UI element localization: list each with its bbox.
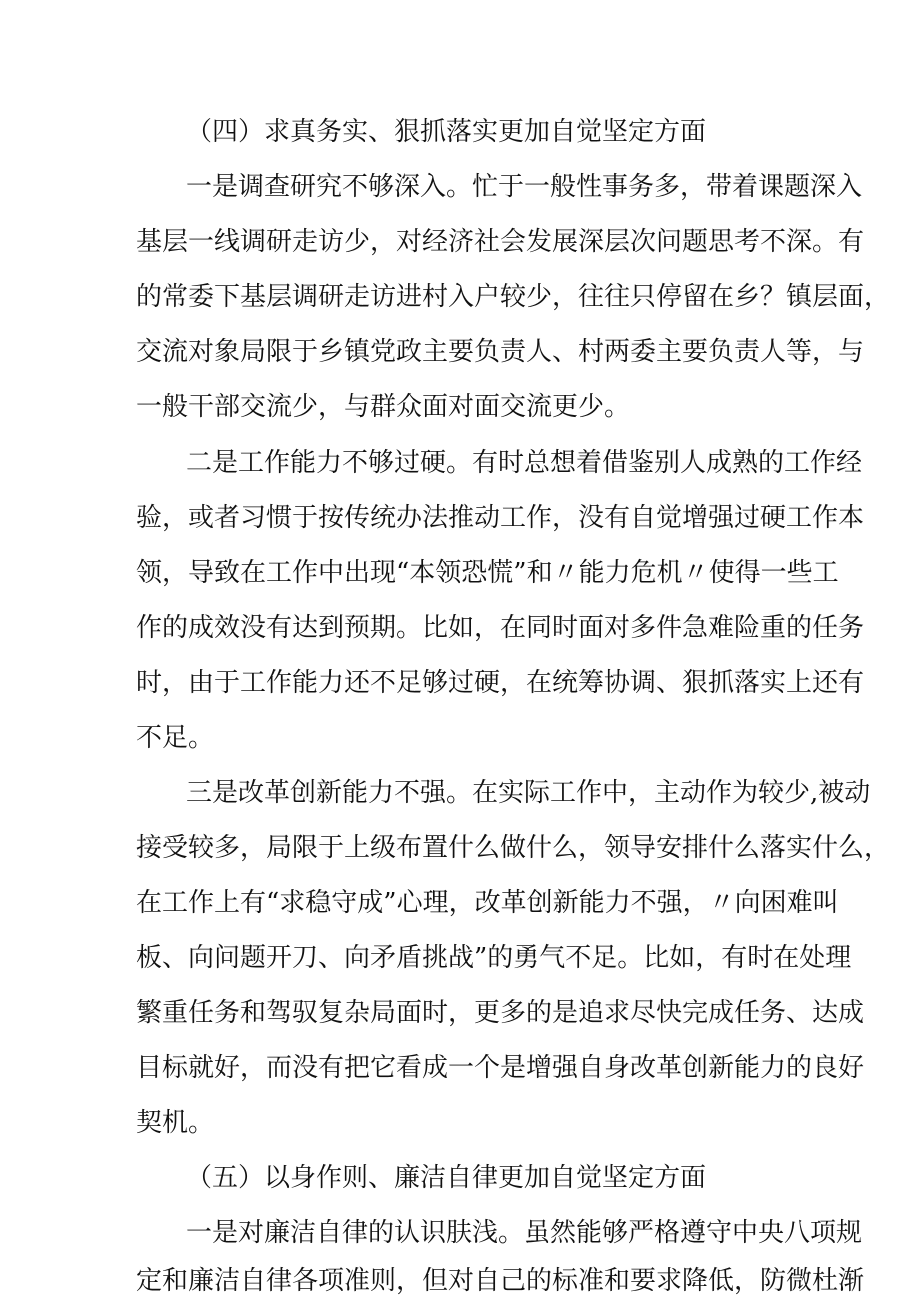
paragraph-3-line-2: 接受较多，局限于上级布置什么做什么，领导安排什么落实什么， xyxy=(136,833,891,863)
paragraph-1-line-1: 一是调查研究不够深入。忙于一般性事务多，带着课题深入 xyxy=(186,172,863,202)
paragraph-2-line-1: 二是工作能力不够过硬。有时总想着借鉴别人成熟的工作经 xyxy=(186,448,863,478)
paragraph-3-line-6: 目标就好，而没有把它看成一个是增强自身改革创新能力的良好 xyxy=(136,1053,865,1083)
paragraph-3-line-4: 板、向问题开刀、向矛盾挑战”的勇气不足。比如，有时在处理 xyxy=(136,943,852,973)
paragraph-2-line-2: 验，或者习惯于按传统办法推动工作，没有自觉增强过硬工作本 xyxy=(136,503,865,533)
paragraph-2-line-4: 作的成效没有达到预期。比如，在同时面对多件急难险重的任务 xyxy=(136,613,865,643)
paragraph-1-line-2: 基层一线调研走访少，对经济社会发展深层次问题思考不深。有 xyxy=(136,227,865,257)
paragraph-3-line-5: 繁重任务和驾驭复杂局面时，更多的是追求尽快完成任务、达成 xyxy=(136,998,865,1028)
paragraph-4-line-2: 定和廉洁自律各项准则，但对自己的标准和要求降低，防微杜渐 xyxy=(136,1266,865,1296)
paragraph-2-line-6: 不足。 xyxy=(136,723,215,753)
paragraph-3-line-7: 契机。 xyxy=(136,1108,215,1138)
paragraph-1-line-5: 一般干部交流少，与群众面对面交流更少。 xyxy=(136,392,631,422)
paragraph-4-line-1: 一是对廉洁自律的认识肤浅。虽然能够严格遵守中央八项规 xyxy=(186,1218,863,1248)
paragraph-2-line-3: 领，导致在工作中出现“本领恐慌”和〃能力危机〃使得一些工 xyxy=(136,558,839,588)
paragraph-1-line-4: 交流对象局限于乡镇党政主要负责人、村两委主要负责人等，与 xyxy=(136,337,865,367)
paragraph-3-line-1: 三是改革创新能力不强。在实际工作中，主动作为较少,被动 xyxy=(186,778,871,808)
section-heading-4: （四）求真务实、狠抓落实更加自觉坚定方面 xyxy=(186,117,707,147)
paragraph-3-line-3: 在工作上有“求稳守成”心理，改革创新能力不强，〃向困难叫 xyxy=(136,888,839,918)
paragraph-1-line-3: 的常委下基层调研走访进村入户较少，往往只停留在乡？镇层面， xyxy=(136,282,891,312)
paragraph-2-line-5: 时，由于工作能力还不足够过硬，在统筹协调、狠抓落实上还有 xyxy=(136,668,865,698)
section-heading-5: （五）以身作则、廉洁自律更加自觉坚定方面 xyxy=(186,1163,707,1193)
